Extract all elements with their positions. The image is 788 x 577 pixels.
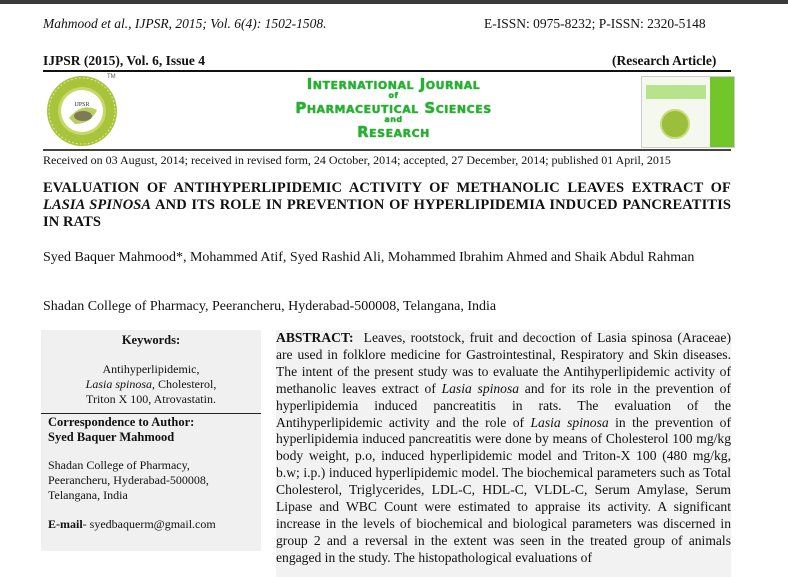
author-list: Syed Baquer Mahmood*, Mohammed Atif, Syed Rashid Ali, Mohammed Ibrahim Ahmed and Shaik Abdul Rahman — [43, 250, 695, 265]
running-head-issn: E-ISSN: 0975-8232; P-ISSN: 2320-5148 — [484, 16, 706, 31]
abstract-seg-1: Leaves, rootstock, fruit and decoction of Lasia spinosa (Araceae) are used in folklore medicine for Gastrointestinal, Respiratory and Skin diseases. The intent of the present study was to evaluate the Antihyperlipidemic activity of methanolic leaves extract of — [276, 330, 735, 396]
abstract-species-1: Lasia spinosa — [441, 380, 520, 396]
sidebar-box — [41, 330, 261, 551]
keyword-line-3: Triton X 100, Atrovastatin. — [86, 392, 216, 406]
journal-issue: IJPSR (2015), Vol. 6, Issue 4 — [43, 53, 206, 68]
abstract-text — [276, 330, 735, 567]
masthead-bottom-rule — [43, 149, 731, 151]
abstract-box — [276, 330, 735, 577]
abstract-seg-3: in the prevention of hyperlipidemia induced pancreatitis were done by means of Cholesterol 100 mg/kg body weight, p.o, induced hyperlipidemic model and Triton-X 100 (480 mg/kg, b.w; i.p.) induced hyperlipidemic model. The biochemical parameters such as Total Cholesterol, Triglycerides, LDL-C, HDL-C, VLDL-C, Serum Amylase, Serum Lipase and WBC Count were estimated to appraise its activity. A significant increase in the levels of biochemical and biological parameters was discerned in group 2 and a reversal in the extent was seen in the treated group of animals engaged in the study. The histopathological evaluations of — [276, 414, 732, 565]
abstract-label: ABSTRACT: — [276, 330, 354, 345]
address-line-1: Shadan College of Pharmacy, — [48, 458, 190, 472]
correspondence-heading: Correspondence to Author: — [48, 415, 195, 429]
email-address-link[interactable]: syedbaquerm@gmail.com — [89, 517, 216, 531]
correspondence-name: Syed Baquer Mahmood — [48, 430, 175, 444]
keyword-line-2 — [49, 377, 253, 392]
title-text-1: EVALUATION OF ANTIHYPERLIPIDEMIC ACTIVITY OF METHANOLIC LEAVES EXTRACT OF — [43, 180, 731, 196]
email-label: E-mail — [48, 517, 83, 531]
banner-line-2: of — [388, 91, 399, 100]
banner-line-3: Pharmaceutical Sciences — [295, 99, 492, 117]
journal-cover-thumbnail-icon — [641, 76, 735, 148]
seal-text: IJPSR — [74, 102, 90, 108]
running-head-citation: Mahmood et al., IJPSR, 2015; Vol. 6(4): 1502-1508. — [43, 16, 327, 31]
publication-history: Received on 03 August, 2014; received in revised form, 24 October, 2014; accepted, 27 December, 2014; published 01 April, 2015 — [43, 153, 671, 167]
banner-line-1: International Journal — [306, 75, 481, 93]
address-line-3: Telangana, India — [48, 488, 128, 502]
keyword-line-2-rest: , Cholesterol, — [152, 377, 217, 391]
keyword-line-1: Antihyperlipidemic, — [102, 362, 200, 376]
email-separator: - — [82, 517, 90, 531]
keywords-list — [41, 362, 261, 407]
article-type: (Research Article) — [612, 53, 717, 68]
journal-banner — [256, 76, 531, 142]
keyword-species: Lasia spinosa — [85, 377, 153, 391]
title-species: LASIA SPINOSA — [43, 197, 152, 213]
abstract-species-2: Lasia spinosa — [530, 414, 609, 430]
affiliation: Shadan College of Pharmacy, Peerancheru, Hyderabad-500008, Telangana, India — [43, 299, 497, 314]
correspondence-block — [41, 415, 261, 445]
correspondence-address — [41, 458, 261, 503]
keywords-heading: Keywords: — [121, 333, 181, 347]
masthead-top-rule — [43, 70, 731, 72]
trademark-mark: TM — [107, 74, 116, 80]
email-line — [41, 517, 261, 532]
sidebar-divider — [41, 413, 261, 414]
banner-line-4: and — [384, 115, 403, 124]
banner-line-5: Research — [357, 123, 430, 141]
address-line-2: Peerancheru, Hyderabad-500008, — [48, 473, 209, 487]
abstract-seg-2: and for its role in the prevention of hyperlipidemia induced pancreatitis in rats. The evaluation of the Antihyperlipidemic activity and the role of — [276, 380, 731, 430]
viewer-top-bar — [0, 0, 788, 4]
article-title — [43, 180, 731, 231]
title-text-2: AND ITS ROLE IN PREVENTION OF HYPERLIPIDEMIA INDUCED PANCREATITIS IN RATS — [43, 197, 731, 230]
journal-seal-logo-icon — [45, 74, 119, 148]
